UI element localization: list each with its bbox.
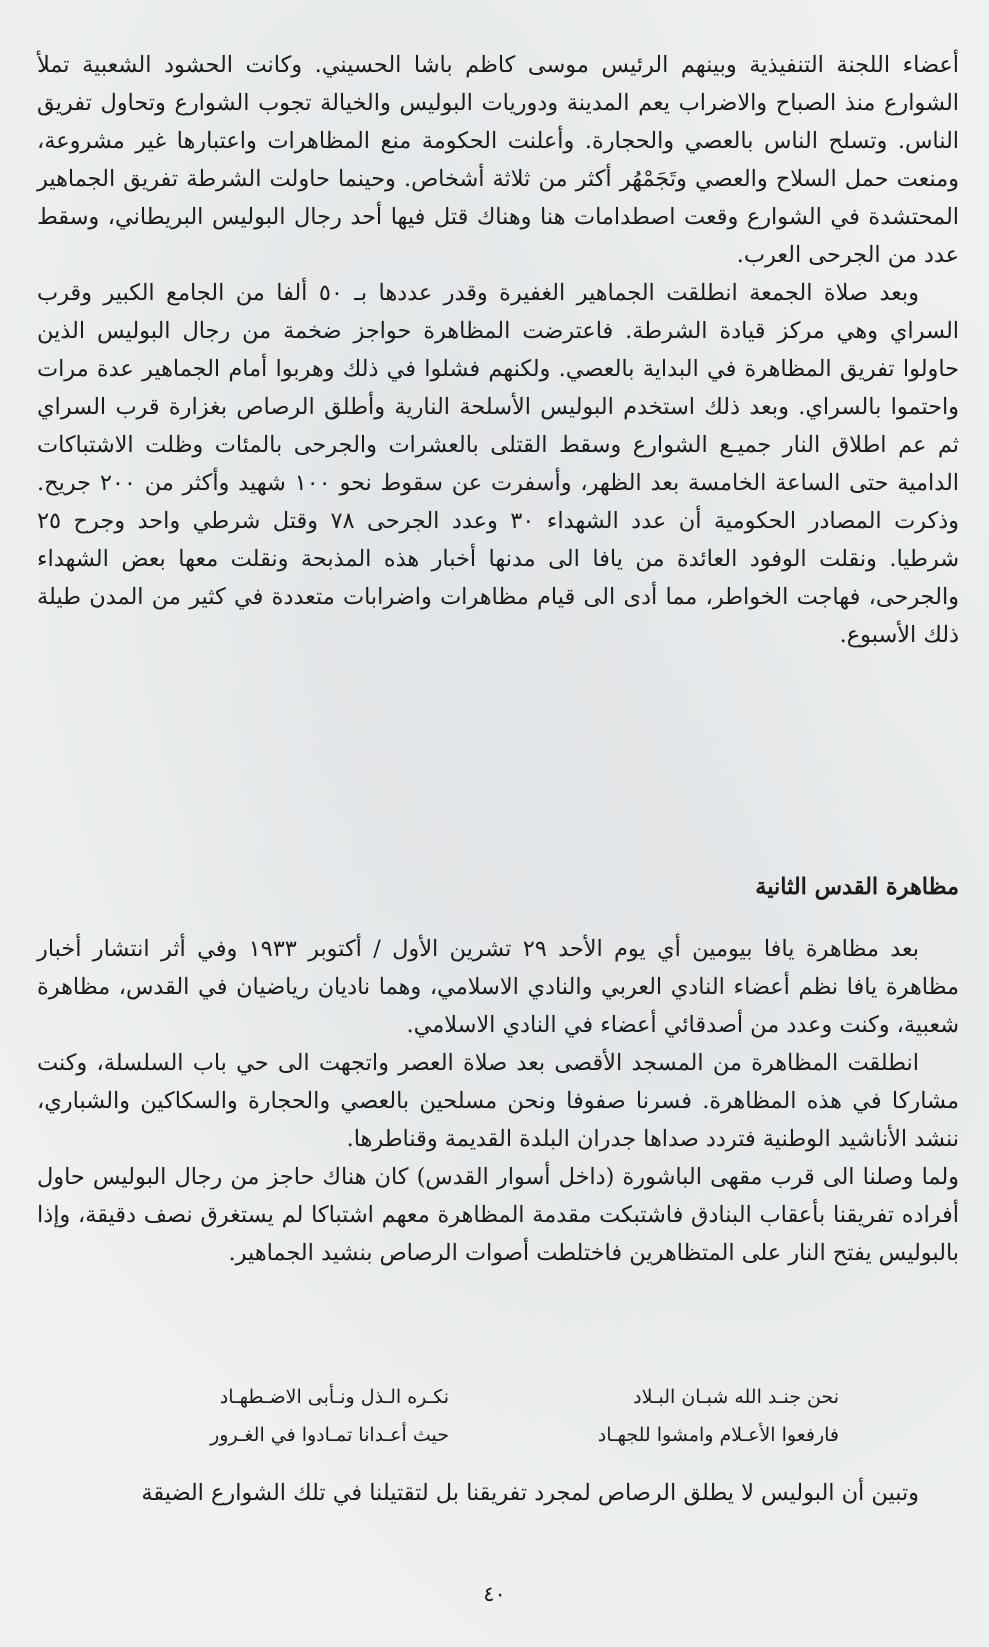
page-number: ٤٠ — [483, 1582, 506, 1606]
poem-second-hemistich: نكـره الـذل ونـأبى الاضـطهـاد — [219, 1386, 449, 1408]
paragraph: أعضاء اللجنة التنفيذية وبينهم الرئيس موسى كاظم باشا الحسيني. وكانت الحشود الشعبية تملأ الشوارع منذ الصباح والاضراب يعم المدينة ودوريات البوليس والخيالة تجوب الشوارع وتحاول تفريق الناس. وتسلح الناس بالعصي والحجارة. وأعلنت الحكومة منع المظاهرات واعتبارها غير مشروعة، ومنعت حمل السلاح والعصي وتَجَمْهُر أكثر من ثلاثة أشخاص. وحينما حاولت الشرطة تفريق الجماهير المحتشدة في الشوارع وقعت اصطدامات هنا وهناك قتل فيها أحد رجال البوليس البريطاني، وسقط عدد من الجرحى العرب. — [37, 52, 959, 268]
poem-first-hemistich: نحن جنـد الله شبـان البـلاد — [633, 1386, 839, 1408]
poem-verse — [119, 1378, 839, 1416]
paragraph: وبعد صلاة الجمعة انطلقت الجماهير الغفيرة وقدر عددها بـ ٥٠ ألفا من الجامع الكبير وقرب السراي وهي مركز قيادة الشرطة. فاعترضت المظاهرة حواجز ضخمة من رجال البوليس الذين حاولوا تفريق المظاهرة في البداية بالعصي. ولكنهم فشلوا في ذلك وهربوا أمام الجماهير عدة مرات واحتموا بالسراي. وبعد ذلك استخدم البوليس الأسلحة النارية وأطلق الرصاص بغزارة قرب السراي ثم عم اطلاق النار جميـع الشوارع وسقط القتلى بالعشرات والجرحى بالمئات وظلت الاشتباكات الدامية حتى الساعة الخامسة بعد الظهر، وأسفرت عن سقوط نحو ١٠٠ شهيد وأكثر من ٢٠٠ جريح. وذكرت المصادر الحكومية أن عدد الشهداء ٣٠ وعدد الجرحى ٧٨ وقتل شرطي واحد وجرح ٢٥ شرطيا. ونقلت الوفود العائدة من يافا الى مدنها أخبار هذه المذبحة ونقلت معها بعض الشهداء والجرحى، فهاجت الخواطر، مما أدى الى قيام مظاهرات واضرابات متعددة في كثير من المدن طيلة ذلك الأسبوع. — [37, 280, 959, 648]
paragraph: بعد مظاهرة يافا بيومين أي يوم الأحد ٢٩ تشرين الأول / أكتوبر ١٩٣٣ وفي أثر انتشار أخبار مظاهرة يافا نظم أعضاء النادي العربي والنادي الاسلامي، وهما ناديان رياضيان في القدس، مظاهرة شعبية، وكنت وعدد من أصدقائي أعضاء في النادي الاسلامي. — [37, 936, 959, 1038]
poem-second-hemistich: حيث أعـدانا تمـادوا في الغـرور — [210, 1424, 449, 1446]
poem-first-hemistich: فارفعوا الأعـلام وامشوا للجهـاد — [597, 1424, 839, 1446]
text-block-top — [37, 46, 959, 654]
paragraph: انطلقت المظاهرة من المسجد الأقصى بعد صلاة العصر واتجهت الى حي باب السلسلة، وكنت مشاركا في هذه المظاهرة. فسرنا صفوفا ونحن مسلحين بالعصي والحجارة والسكاكين والشباري، ننشد الأناشيد الوطنية فتردد صداها جدران البلدة القديمة وقناطرها. — [37, 1050, 959, 1152]
section-heading: مظاهرة القدس الثانية — [755, 874, 959, 900]
text-block-section — [37, 930, 959, 1272]
paragraph: ولما وصلنا الى قرب مقهى الباشورة (داخل أسوار القدس) كان هناك حاجز من رجال البوليس حاول أفراده تفريقنا بأعقاب البنادق فاشتبكت مقدمة المظاهرة معهم اشتباكا لم يستغرق نصف دقيقة، وإذا بالبوليس يفتح النار على المتظاهرين فاختلطت أصوات الرصاص بنشيد الجماهير. — [37, 1164, 959, 1266]
closing-line: وتبين أن البوليس لا يطلق الرصاص لمجرد تفريقنا بل لتقتيلنا في تلك الشوارع الضيقة — [141, 1480, 919, 1506]
poem — [119, 1378, 839, 1454]
poem-verse — [119, 1416, 839, 1454]
